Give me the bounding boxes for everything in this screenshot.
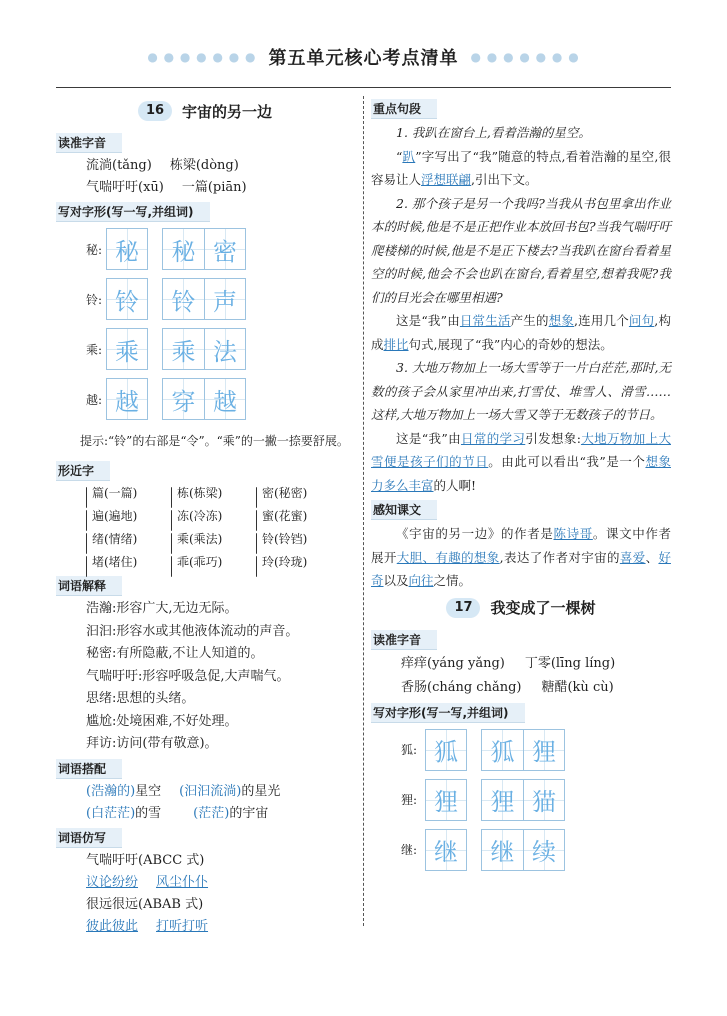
writing-box: 秘 [106,228,148,270]
writing-label: 铃: [86,292,103,307]
passage-1-analysis: “趴”字写出了“我”随意的特点,看着浩瀚的星空,很容易让人浮想联翩,引出下文。 [371,148,671,187]
writing-pair [425,729,467,771]
writing-box: 铃 [162,278,204,320]
writing-box: 穿 [162,378,204,420]
writing-pair [481,779,565,821]
writing-box: 铃 [106,278,148,320]
writing-pair [162,278,246,320]
writing-box: 续 [523,829,565,871]
writing-pair [106,228,148,270]
word-meaning: 拜访:访问(带有敬意)。 [86,736,218,751]
writing-box: 狸 [425,779,467,821]
match-word: 的雪 [135,805,162,821]
pron-item: 香肠(cháng chǎng) [401,679,522,695]
section-text-perception: 感知课文 [371,500,437,520]
writing-pair [106,278,148,320]
match-answer: (浩瀚的) [86,783,136,799]
passage-2: 2. 那个孩子是另一个我吗?当我从书包里拿出作业本的时候,他是不是正把作业本放回书包?当我气喘吁吁爬楼梯的时候,他是不是正下楼去?当我趴在窗台看着星空的时候,他会不会也趴在窗台,看着星空,想着我呢?我们的目光会在哪里相遇? [371,195,671,305]
writing-row [56,324,354,374]
imitate-answer: 议论纷纷 [86,874,139,890]
pron-item: 一篇(piān) [181,180,247,195]
word-meaning: 思绪:思想的头绪。 [86,691,195,706]
pron-item: 痒痒(yáng yǎng) [401,655,505,671]
writing-pair [162,228,246,270]
imitate-pattern: 很远很远(ABAB 式) [86,896,204,912]
pron-item: 气喘吁吁(xū) [86,180,164,195]
imitate-pattern: 气喘吁吁(ABCC 式) [86,852,205,868]
writing-pair [481,829,565,871]
writing-pair [425,829,467,871]
page-title: 第五单元核心考点清单 [268,48,459,69]
writing-box: 狐 [425,729,467,771]
writing-box: 密 [204,228,246,270]
writing-pair [162,378,246,420]
section-word-imitate: 词语仿写 [56,828,122,848]
match-row [56,803,354,825]
writing-row [371,825,671,875]
similar-item: 遍(遍地) [86,506,171,527]
imitate-answer: 打听打听 [156,918,209,934]
lesson-16-heading [56,96,354,126]
section-word-meanings: 词语解释 [56,576,122,596]
lesson-title: 宇宙的另一边 [181,102,272,121]
section-writing: 写对字形(写一写,并组词) [371,703,525,723]
pron-row [56,177,354,199]
text-summary: 《宇宙的另一边》的作者是陈诗哥。课文中作者展开大胆、有趣的想象,表达了作者对宇宙的喜爱、好奇以及向往之情。 [371,526,671,588]
pron-item: 丁零(līng líng) [524,655,616,671]
writing-pair [481,729,565,771]
writing-box: 猫 [523,779,565,821]
match-word: 的星光 [241,783,281,799]
passage-3: 3. 大地万物加上一场大雪等于一片白茫茫,那时,无数的孩子会从家里冲出来,打雪仗、堆雪人、滑雪……这样,大地万物加上一场大雪又等于无数孩子的节日。 [371,360,671,422]
writing-box: 越 [106,378,148,420]
writing-pair [162,328,246,370]
page-header [0,40,727,74]
writing-pair [106,328,148,370]
writing-label: 秘: [86,242,103,257]
match-word: 的宇宙 [229,805,269,821]
word-meaning: 秘密:有所隐蔽,不让人知道的。 [86,646,264,661]
writing-row [56,374,354,424]
match-word: 星空 [135,783,162,799]
writing-label: 狐: [401,743,418,757]
writing-row [56,224,354,274]
imitate-answer: 彼此彼此 [86,918,139,934]
writing-box: 秘 [162,228,204,270]
writing-box: 乘 [162,328,204,370]
writing-label: 狸: [401,793,418,807]
section-key-passages: 重点句段 [371,99,437,119]
section-pronunciation: 读准字音 [56,133,122,153]
writing-box: 越 [204,378,246,420]
pron-item: 糖醋(kù cù) [541,679,614,695]
lesson-number: 17 [446,598,480,618]
match-row [56,781,354,803]
lesson-17-heading [371,593,671,623]
word-meaning: 尴尬:处境困难,不好处理。 [86,713,238,729]
similar-item: 乘(乘法) [171,529,256,550]
section-word-match: 词语搭配 [56,759,122,779]
passage-1: 1. 我趴在窗台上,看着浩瀚的星空。 [396,125,591,140]
left-column [56,96,354,938]
column-divider [363,96,364,926]
similar-item: 堵(堵住) [86,552,171,573]
writing-box: 乘 [106,328,148,370]
imitate-answers [56,872,354,894]
writing-pair [425,779,467,821]
word-meaning: 浩瀚:形容广大,无边无际。 [86,601,238,616]
writing-row [371,725,671,775]
similar-chars-grid [56,483,354,573]
writing-label: 继: [401,843,418,857]
similar-item: 乖(乖巧) [171,552,256,573]
passage-2-analysis: 这是“我”由日常生活产生的想象,连用几个问句,构成排比句式,展现了“我”内心的奇妙的想法。 [371,313,671,352]
header-rule [56,87,671,88]
match-answer: (白茫茫) [86,805,136,821]
decor-dots-left: ● ● ● ● ● ● ● [147,50,257,64]
section-pronunciation: 读准字音 [371,630,437,650]
similar-item: 蜜(花蜜) [256,506,341,527]
writing-label: 越: [86,392,103,407]
lesson-number: 16 [138,101,172,121]
decor-dots-right: ● ● ● ● ● ● ● [470,50,580,64]
similar-item: 绪(情绪) [86,529,171,550]
writing-box: 狸 [481,779,523,821]
pron-row [371,652,671,676]
pron-item: 流淌(tǎng) [86,158,152,173]
passage-3-analysis: 这是“我”由日常的学习引发想象:大地万物加上大雪便是孩子们的节日。由此可以看出“我”是一个想象力多么丰富的人啊! [371,430,671,493]
similar-item: 篇(一篇) [86,483,171,504]
lesson-title: 我变成了一棵树 [490,599,596,617]
writing-row [371,775,671,825]
writing-tip: 提示:“铃”的右部是“令”。“乘”的一撇一捺要舒展。 [80,434,349,448]
writing-box: 狐 [481,729,523,771]
match-answer: (汩汩流淌) [179,783,242,799]
similar-item: 冻(冷冻) [171,506,256,527]
writing-box: 声 [204,278,246,320]
pron-item: 栋梁(dòng) [169,158,239,173]
similar-item: 铃(铃铛) [256,529,341,550]
writing-box: 法 [204,328,246,370]
imitate-answer: 风尘仆仆 [156,874,209,890]
right-column [371,96,671,875]
pron-row [56,155,354,177]
word-meaning: 气喘吁吁:形容呼吸急促,大声喘气。 [86,668,290,684]
writing-box: 狸 [523,729,565,771]
similar-item: 栋(栋梁) [171,483,256,504]
writing-box: 继 [481,829,523,871]
writing-pair [106,378,148,420]
match-answer: (茫茫) [193,805,230,821]
writing-row [56,274,354,324]
word-meaning: 汩汩:形容水或其他液体流动的声音。 [86,623,299,639]
similar-item: 玲(玲珑) [256,552,341,573]
pron-row [371,676,671,700]
imitate-answers [56,916,354,938]
writing-label: 乘: [86,342,103,357]
section-writing: 写对字形(写一写,并组词) [56,202,210,222]
similar-item: 密(秘密) [256,483,341,504]
section-similar-chars: 形近字 [56,461,110,481]
writing-box: 继 [425,829,467,871]
